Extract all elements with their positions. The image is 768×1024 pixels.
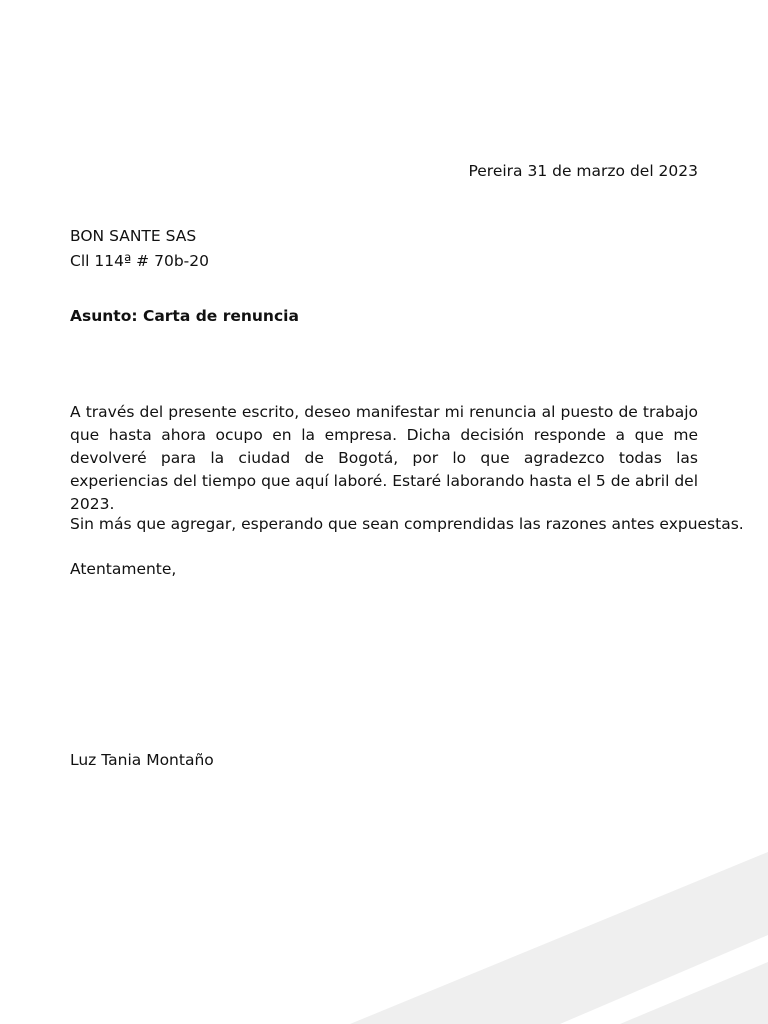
letter-date: Pereira 31 de marzo del 2023 [468, 162, 698, 180]
body-paragraph-2: Sin más que agregar, esperando que sean comprendidas las razones antes expuestas. [70, 515, 744, 533]
letter-subject: Asunto: Carta de renuncia [70, 307, 299, 325]
letter-closing: Atentamente, [70, 560, 177, 578]
recipient-address: Cll 114ª # 70b-20 [70, 252, 209, 270]
recipient-name: BON SANTE SAS [70, 227, 197, 245]
body-paragraph-1: A través del presente escrito, deseo manifestar mi renuncia al puesto de trabajo que hasta ahora ocupo en la empresa. Dicha decisión responde a que me devolveré para la ciudad de Bogotá, por lo que agradezco todas las experiencias del tiempo que aquí laboré. Estaré laborando hasta el 5 de abril del 2023. [70, 403, 698, 513]
signature-name: Luz Tania Montaño [70, 751, 214, 769]
